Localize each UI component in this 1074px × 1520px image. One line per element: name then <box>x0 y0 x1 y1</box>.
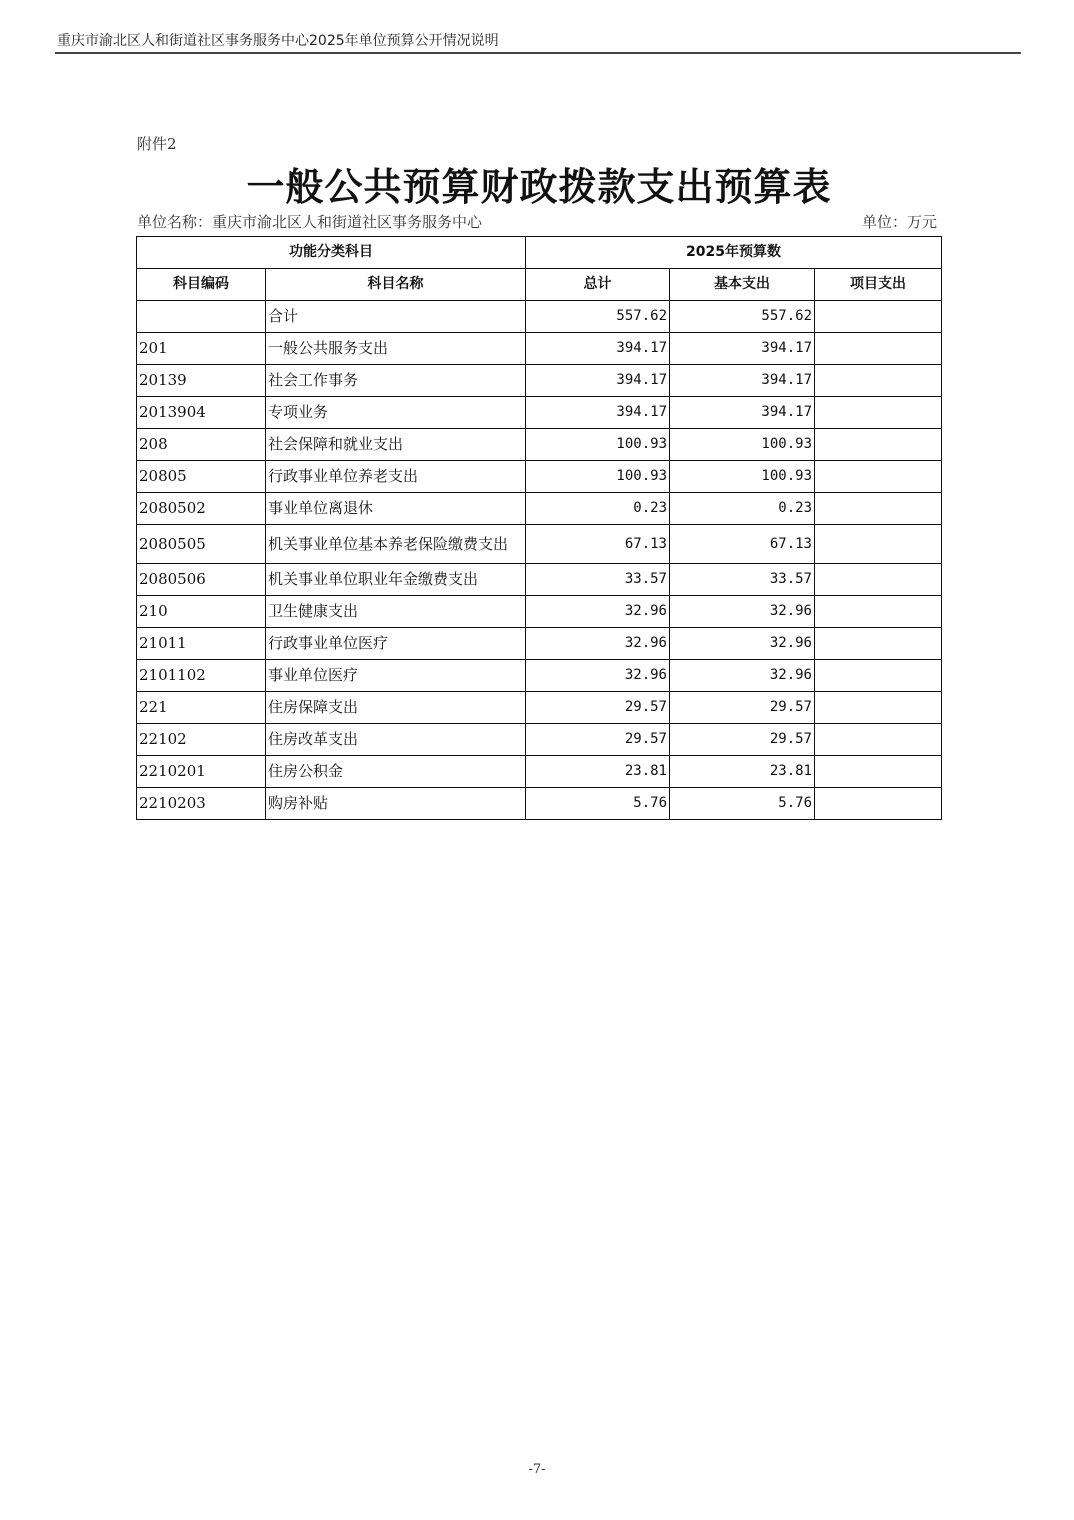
cell-name: 机关事业单位基本养老保险缴费支出 <box>266 525 526 564</box>
cell-name: 事业单位离退休 <box>266 493 526 525</box>
table-row <box>137 301 942 333</box>
cell-basic: 32.96 <box>670 596 815 628</box>
unit-measure: 单位：万元 <box>861 213 937 231</box>
page-number: -7- <box>528 1462 546 1477</box>
unit-line <box>137 211 937 232</box>
table-group-header-row <box>137 237 942 269</box>
header-code: 科目编码 <box>137 269 266 301</box>
cell-name: 住房公积金 <box>266 756 526 788</box>
cell-name: 社会保障和就业支出 <box>266 429 526 461</box>
group-header-func: 功能分类科目 <box>137 237 526 269</box>
cell-name: 住房保障支出 <box>266 692 526 724</box>
cell-name: 行政事业单位医疗 <box>266 628 526 660</box>
cell-project <box>815 596 942 628</box>
cell-code: 201 <box>137 333 266 365</box>
cell-total: 29.57 <box>526 692 670 724</box>
cell-project <box>815 333 942 365</box>
table-row <box>137 660 942 692</box>
cell-project <box>815 365 942 397</box>
table-row <box>137 429 942 461</box>
attachment-label: 附件2 <box>137 135 177 153</box>
cell-code: 2080505 <box>137 525 266 564</box>
cell-code: 2210203 <box>137 788 266 820</box>
cell-basic: 23.81 <box>670 756 815 788</box>
budget-table <box>136 236 942 820</box>
cell-total: 100.93 <box>526 461 670 493</box>
table-row <box>137 397 942 429</box>
cell-basic: 394.17 <box>670 333 815 365</box>
cell-total: 0.23 <box>526 493 670 525</box>
header-project: 项目支出 <box>815 269 942 301</box>
cell-name: 社会工作事务 <box>266 365 526 397</box>
cell-code: 210 <box>137 596 266 628</box>
table-row <box>137 525 942 564</box>
cell-basic: 0.23 <box>670 493 815 525</box>
cell-total: 32.96 <box>526 660 670 692</box>
cell-total: 5.76 <box>526 788 670 820</box>
header-basic: 基本支出 <box>670 269 815 301</box>
header-total: 总计 <box>526 269 670 301</box>
cell-project <box>815 628 942 660</box>
cell-project <box>815 660 942 692</box>
cell-project <box>815 564 942 596</box>
table-row <box>137 756 942 788</box>
cell-code <box>137 301 266 333</box>
cell-total: 33.57 <box>526 564 670 596</box>
document-title: 一般公共预算财政拨款支出预算表 <box>246 165 832 209</box>
cell-total: 100.93 <box>526 429 670 461</box>
table-header-row <box>137 269 942 301</box>
cell-total: 32.96 <box>526 628 670 660</box>
table-row <box>137 493 942 525</box>
cell-name: 行政事业单位养老支出 <box>266 461 526 493</box>
table-row <box>137 333 942 365</box>
cell-code: 22102 <box>137 724 266 756</box>
cell-basic: 100.93 <box>670 461 815 493</box>
cell-project <box>815 692 942 724</box>
cell-total: 67.13 <box>526 525 670 564</box>
cell-name: 事业单位医疗 <box>266 660 526 692</box>
table-row <box>137 365 942 397</box>
table-row <box>137 788 942 820</box>
cell-name: 合计 <box>266 301 526 333</box>
table-row <box>137 564 942 596</box>
cell-name: 专项业务 <box>266 397 526 429</box>
cell-name: 住房改革支出 <box>266 724 526 756</box>
group-header-budget: 2025年预算数 <box>526 237 942 269</box>
cell-total: 29.57 <box>526 724 670 756</box>
table-row <box>137 724 942 756</box>
cell-total: 394.17 <box>526 333 670 365</box>
cell-code: 2101102 <box>137 660 266 692</box>
cell-code: 2013904 <box>137 397 266 429</box>
cell-name: 机关事业单位职业年金缴费支出 <box>266 564 526 596</box>
cell-basic: 32.96 <box>670 628 815 660</box>
header-name: 科目名称 <box>266 269 526 301</box>
cell-name: 购房补贴 <box>266 788 526 820</box>
cell-project <box>815 397 942 429</box>
cell-code: 2080506 <box>137 564 266 596</box>
cell-project <box>815 788 942 820</box>
cell-basic: 29.57 <box>670 724 815 756</box>
header-divider <box>55 52 1021 54</box>
cell-code: 221 <box>137 692 266 724</box>
cell-code: 208 <box>137 429 266 461</box>
cell-project <box>815 525 942 564</box>
cell-project <box>815 429 942 461</box>
cell-total: 394.17 <box>526 397 670 429</box>
cell-project <box>815 493 942 525</box>
cell-project <box>815 301 942 333</box>
cell-total: 32.96 <box>526 596 670 628</box>
running-header: 重庆市渝北区人和街道社区事务服务中心2025年单位预算公开情况说明 <box>57 33 499 49</box>
cell-basic: 29.57 <box>670 692 815 724</box>
cell-basic: 5.76 <box>670 788 815 820</box>
table-row <box>137 628 942 660</box>
cell-code: 2080502 <box>137 493 266 525</box>
cell-name: 卫生健康支出 <box>266 596 526 628</box>
cell-name: 一般公共服务支出 <box>266 333 526 365</box>
cell-basic: 67.13 <box>670 525 815 564</box>
unit-name: 单位名称：重庆市渝北区人和街道社区事务服务中心 <box>137 213 483 231</box>
cell-project <box>815 724 942 756</box>
cell-code: 20139 <box>137 365 266 397</box>
cell-total: 557.62 <box>526 301 670 333</box>
cell-basic: 394.17 <box>670 365 815 397</box>
cell-code: 20805 <box>137 461 266 493</box>
cell-basic: 100.93 <box>670 429 815 461</box>
cell-basic: 33.57 <box>670 564 815 596</box>
cell-basic: 32.96 <box>670 660 815 692</box>
cell-project <box>815 756 942 788</box>
table-row <box>137 692 942 724</box>
cell-code: 2210201 <box>137 756 266 788</box>
table-row <box>137 596 942 628</box>
cell-code: 21011 <box>137 628 266 660</box>
cell-basic: 557.62 <box>670 301 815 333</box>
cell-basic: 394.17 <box>670 397 815 429</box>
cell-project <box>815 461 942 493</box>
cell-total: 23.81 <box>526 756 670 788</box>
table-row <box>137 461 942 493</box>
cell-total: 394.17 <box>526 365 670 397</box>
